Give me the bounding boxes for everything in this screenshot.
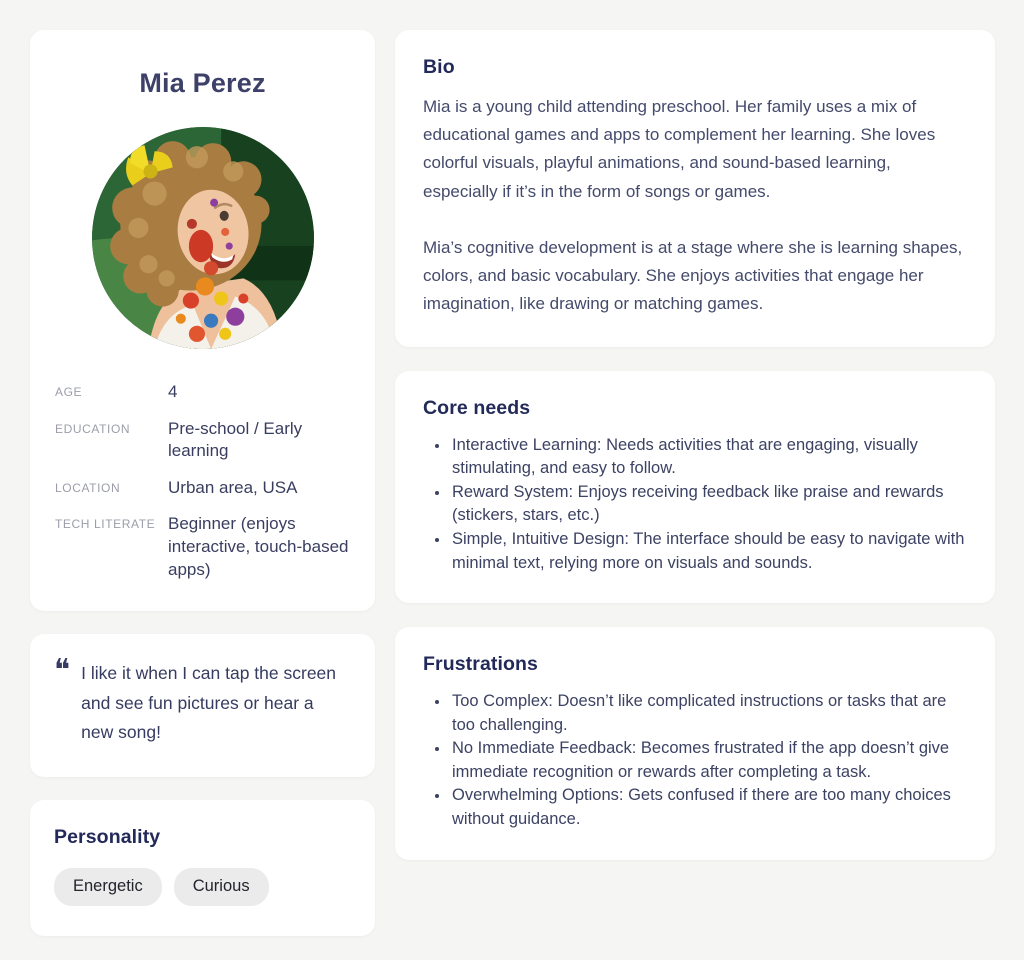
bio-paragraph: Mia’s cognitive development is at a stage where she is learning shapes, colors, and basic vocabulary. She enjoys activities that engage her imagination, like drawing or matching games. — [423, 237, 963, 314]
bio-title: Bio — [423, 56, 455, 78]
attribute-label: AGE — [55, 385, 83, 399]
persona-name: Mia Perez — [139, 68, 266, 98]
child-photo-illustration — [92, 127, 314, 349]
profile-card — [30, 30, 375, 611]
attribute-row-age — [55, 381, 351, 404]
frustrations-item: • Too Complex: Doesn’t like complicated instructions or tasks that are too challenging. — [450, 690, 967, 737]
attribute-value: Pre-school / Early learning — [168, 418, 303, 461]
attribute-row-location — [55, 477, 351, 500]
personality-title: Personality — [54, 826, 161, 849]
core-needs-item: • Reward System: Enjoys receiving feedback like praise and rewards (stickers, stars, etc.) — [450, 481, 967, 528]
frustrations-list — [423, 690, 967, 832]
attribute-label: EDUCATION — [55, 421, 131, 436]
bio-card — [395, 30, 995, 347]
core-needs-item: • Simple, Intuitive Design: The interface should be easy to navigate with minimal text, relying more on visuals and sounds. — [450, 528, 967, 575]
core-needs-card — [395, 371, 995, 604]
frustrations-item: • No Immediate Feedback: Becomes frustrated if the app doesn’t give immediate recognition or rewards after completing a task. — [450, 737, 967, 784]
frustrations-item: • Overwhelming Options: Gets confused if there are too many choices without guidance. — [450, 784, 967, 831]
personality-tag-energetic[interactable]: Energetic — [54, 868, 162, 906]
core-needs-title: Core needs — [423, 396, 531, 419]
attribute-label: TECH LITERATE — [55, 517, 156, 532]
frustrations-title: Frustrations — [423, 653, 538, 676]
bio-paragraph: Mia is a young child attending preschool. Her family uses a mix of educational games and apps to complement her learning. She loves colorful visuals, playful animations, and sound-based learning, especially if it’s in the form of songs or games. — [423, 97, 936, 201]
personality-tag-curious[interactable]: Curious — [174, 868, 269, 906]
core-needs-item: • Interactive Learning: Needs activities that are engaging, visually stimulating, and easy to follow. — [450, 434, 967, 481]
right-column — [395, 30, 995, 860]
attribute-list — [54, 381, 351, 581]
quote-icon: ❝ — [54, 653, 71, 689]
attribute-label: LOCATION — [55, 480, 121, 495]
attribute-row-tech-literate — [55, 513, 351, 581]
quote-text: I like it when I can tap the screen and see fun pictures or hear a new song! — [81, 663, 337, 743]
attribute-row-education — [55, 418, 351, 463]
left-column — [30, 30, 375, 936]
attribute-value: Urban area, USA — [168, 477, 298, 497]
core-needs-list — [423, 434, 967, 576]
persona-photo — [92, 127, 314, 349]
frustrations-card — [395, 627, 995, 860]
personality-tags — [54, 868, 351, 906]
personality-card — [30, 800, 375, 936]
attribute-value: 4 — [168, 382, 178, 401]
attribute-value: Beginner (enjoys interactive, touch-based apps) — [168, 514, 349, 579]
quote-card — [30, 634, 375, 777]
